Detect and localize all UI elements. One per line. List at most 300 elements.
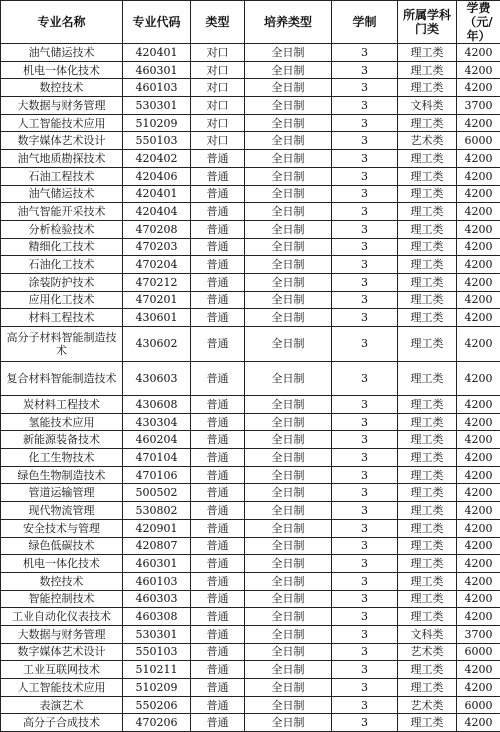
cell-category: 理工类 — [398, 661, 457, 679]
cell-training-mode: 全日制 — [245, 449, 332, 467]
cell-major-name: 机电一体化技术 — [1, 61, 123, 79]
cell-major-name: 现代物流管理 — [1, 502, 123, 520]
cell-major-name: 油气地质勘探技术 — [1, 150, 123, 168]
cell-major-code: 470212 — [123, 273, 191, 291]
cell-major-name: 油气储运技术 — [1, 185, 123, 203]
cell-major-code: 470206 — [123, 714, 191, 732]
table-row — [1, 466, 500, 484]
cell-tuition: 4200 — [457, 466, 500, 484]
cell-duration: 3 — [332, 167, 398, 185]
cell-duration: 3 — [332, 608, 398, 626]
cell-category: 理工类 — [398, 238, 457, 256]
cell-major-code: 430304 — [123, 413, 191, 431]
cell-type: 对口 — [191, 97, 245, 115]
cell-training-mode: 全日制 — [245, 714, 332, 732]
cell-type: 普通 — [191, 466, 245, 484]
cell-training-mode: 全日制 — [245, 572, 332, 590]
cell-category: 理工类 — [398, 273, 457, 291]
cell-major-name: 数字媒体艺术设计 — [1, 132, 123, 150]
cell-category: 理工类 — [398, 256, 457, 274]
cell-type: 普通 — [191, 413, 245, 431]
cell-duration: 3 — [332, 431, 398, 449]
cell-duration: 3 — [332, 555, 398, 573]
table-row — [1, 643, 500, 661]
cell-training-mode: 全日制 — [245, 167, 332, 185]
cell-category: 理工类 — [398, 220, 457, 238]
cell-training-mode: 全日制 — [245, 643, 332, 661]
table-row — [1, 537, 500, 555]
cell-major-name: 人工智能技术应用 — [1, 679, 123, 697]
cell-major-code: 470201 — [123, 291, 191, 309]
cell-category: 理工类 — [398, 79, 457, 97]
cell-type: 普通 — [191, 696, 245, 714]
cell-major-name: 石油工程技术 — [1, 167, 123, 185]
cell-training-mode: 全日制 — [245, 79, 332, 97]
table-row — [1, 555, 500, 573]
cell-category: 理工类 — [398, 484, 457, 502]
cell-category: 理工类 — [398, 502, 457, 520]
cell-type: 对口 — [191, 132, 245, 150]
cell-tuition: 4200 — [457, 555, 500, 573]
cell-training-mode: 全日制 — [245, 661, 332, 679]
cell-category: 理工类 — [398, 679, 457, 697]
cell-major-code: 510211 — [123, 661, 191, 679]
cell-training-mode: 全日制 — [245, 502, 332, 520]
cell-major-name: 大数据与财务管理 — [1, 625, 123, 643]
table-row — [1, 519, 500, 537]
cell-category: 理工类 — [398, 44, 457, 62]
cell-major-name: 智能控制技术 — [1, 590, 123, 608]
cell-major-name: 石油化工技术 — [1, 256, 123, 274]
cell-training-mode: 全日制 — [245, 327, 332, 362]
cell-type: 普通 — [191, 309, 245, 327]
cell-major-code: 550206 — [123, 696, 191, 714]
cell-duration: 3 — [332, 361, 398, 396]
cell-duration: 3 — [332, 256, 398, 274]
table-row — [1, 590, 500, 608]
cell-type: 普通 — [191, 256, 245, 274]
cell-category: 理工类 — [398, 449, 457, 467]
cell-duration: 3 — [332, 449, 398, 467]
table-row — [1, 413, 500, 431]
cell-category: 理工类 — [398, 413, 457, 431]
header-tuition: 学费（元/年） — [457, 1, 500, 44]
cell-training-mode: 全日制 — [245, 273, 332, 291]
cell-tuition: 4200 — [457, 273, 500, 291]
cell-major-name: 材料工程技术 — [1, 309, 123, 327]
cell-training-mode: 全日制 — [245, 484, 332, 502]
cell-training-mode: 全日制 — [245, 679, 332, 697]
cell-major-name: 工业自动化仪表技术 — [1, 608, 123, 626]
cell-category: 理工类 — [398, 114, 457, 132]
cell-major-code: 420807 — [123, 537, 191, 555]
cell-major-code: 420402 — [123, 150, 191, 168]
cell-type: 普通 — [191, 203, 245, 221]
cell-major-code: 550103 — [123, 643, 191, 661]
cell-tuition: 4200 — [457, 44, 500, 62]
cell-training-mode: 全日制 — [245, 185, 332, 203]
cell-major-name: 新能源装备技术 — [1, 431, 123, 449]
table-row — [1, 79, 500, 97]
table-row — [1, 44, 500, 62]
cell-major-name: 化工生物技术 — [1, 449, 123, 467]
cell-duration: 3 — [332, 661, 398, 679]
cell-type: 普通 — [191, 431, 245, 449]
cell-major-code: 420401 — [123, 185, 191, 203]
cell-tuition: 6000 — [457, 643, 500, 661]
cell-type: 普通 — [191, 714, 245, 732]
cell-duration: 3 — [332, 309, 398, 327]
cell-major-code: 470204 — [123, 256, 191, 274]
table-body — [1, 44, 500, 732]
cell-major-name: 应用化工技术 — [1, 291, 123, 309]
table-row — [1, 696, 500, 714]
cell-tuition: 4200 — [457, 291, 500, 309]
cell-training-mode: 全日制 — [245, 396, 332, 414]
cell-duration: 3 — [332, 273, 398, 291]
cell-type: 普通 — [191, 185, 245, 203]
cell-major-name: 绿色低碳技术 — [1, 537, 123, 555]
cell-type: 普通 — [191, 273, 245, 291]
cell-training-mode: 全日制 — [245, 256, 332, 274]
cell-type: 普通 — [191, 502, 245, 520]
cell-duration: 3 — [332, 519, 398, 537]
header-duration: 学制 — [332, 1, 398, 44]
cell-type: 普通 — [191, 537, 245, 555]
cell-tuition: 4200 — [457, 61, 500, 79]
table-row — [1, 97, 500, 115]
cell-duration: 3 — [332, 203, 398, 221]
header-type: 类型 — [191, 1, 245, 44]
cell-category: 艺术类 — [398, 696, 457, 714]
cell-training-mode: 全日制 — [245, 97, 332, 115]
cell-tuition: 4200 — [457, 502, 500, 520]
cell-category: 理工类 — [398, 291, 457, 309]
cell-major-code: 510209 — [123, 679, 191, 697]
cell-duration: 3 — [332, 643, 398, 661]
cell-major-code: 500502 — [123, 484, 191, 502]
cell-training-mode: 全日制 — [245, 625, 332, 643]
table-row — [1, 361, 500, 396]
cell-type: 对口 — [191, 114, 245, 132]
cell-category: 理工类 — [398, 309, 457, 327]
header-training-mode: 培养类型 — [245, 1, 332, 44]
cell-category: 理工类 — [398, 150, 457, 168]
table-row — [1, 484, 500, 502]
cell-training-mode: 全日制 — [245, 608, 332, 626]
cell-major-name: 涂装防护技术 — [1, 273, 123, 291]
cell-tuition: 4200 — [457, 327, 500, 362]
cell-tuition: 4200 — [457, 396, 500, 414]
cell-tuition: 4200 — [457, 484, 500, 502]
table-row — [1, 220, 500, 238]
cell-type: 普通 — [191, 291, 245, 309]
cell-type: 对口 — [191, 44, 245, 62]
cell-duration: 3 — [332, 502, 398, 520]
table-row — [1, 150, 500, 168]
cell-major-code: 430608 — [123, 396, 191, 414]
cell-category: 理工类 — [398, 61, 457, 79]
table-row — [1, 572, 500, 590]
cell-duration: 3 — [332, 696, 398, 714]
cell-type: 普通 — [191, 643, 245, 661]
cell-duration: 3 — [332, 572, 398, 590]
cell-major-name: 数控技术 — [1, 572, 123, 590]
cell-tuition: 4200 — [457, 361, 500, 396]
cell-training-mode: 全日制 — [245, 696, 332, 714]
cell-major-name: 人工智能技术应用 — [1, 114, 123, 132]
cell-category: 理工类 — [398, 361, 457, 396]
cell-major-code: 460303 — [123, 590, 191, 608]
table-row — [1, 625, 500, 643]
table-row — [1, 661, 500, 679]
cell-duration: 3 — [332, 185, 398, 203]
cell-tuition: 4200 — [457, 590, 500, 608]
cell-category: 理工类 — [398, 572, 457, 590]
header-category: 所属学科门类 — [398, 1, 457, 44]
cell-type: 普通 — [191, 396, 245, 414]
cell-category: 理工类 — [398, 327, 457, 362]
cell-type: 对口 — [191, 61, 245, 79]
cell-major-name: 复合材料智能制造技术 — [1, 361, 123, 396]
cell-type: 普通 — [191, 484, 245, 502]
cell-tuition: 4200 — [457, 449, 500, 467]
table-row — [1, 203, 500, 221]
cell-tuition: 6000 — [457, 132, 500, 150]
table-row — [1, 327, 500, 362]
cell-training-mode: 全日制 — [245, 114, 332, 132]
cell-category: 理工类 — [398, 555, 457, 573]
cell-major-code: 460103 — [123, 79, 191, 97]
cell-type: 普通 — [191, 167, 245, 185]
cell-duration: 3 — [332, 396, 398, 414]
cell-major-code: 460204 — [123, 431, 191, 449]
cell-type: 普通 — [191, 327, 245, 362]
cell-training-mode: 全日制 — [245, 44, 332, 62]
cell-type: 普通 — [191, 238, 245, 256]
cell-type: 对口 — [191, 79, 245, 97]
cell-duration: 3 — [332, 114, 398, 132]
cell-major-name: 大数据与财务管理 — [1, 97, 123, 115]
cell-duration: 3 — [332, 484, 398, 502]
cell-training-mode: 全日制 — [245, 220, 332, 238]
cell-type: 普通 — [191, 661, 245, 679]
table-row — [1, 185, 500, 203]
cell-training-mode: 全日制 — [245, 291, 332, 309]
cell-duration: 3 — [332, 327, 398, 362]
cell-category: 理工类 — [398, 519, 457, 537]
cell-duration: 3 — [332, 220, 398, 238]
table-row — [1, 167, 500, 185]
cell-major-code: 470208 — [123, 220, 191, 238]
cell-major-name: 绿色生物制造技术 — [1, 466, 123, 484]
cell-major-code: 550103 — [123, 132, 191, 150]
cell-major-name: 炭材料工程技术 — [1, 396, 123, 414]
cell-major-code: 470104 — [123, 449, 191, 467]
cell-duration: 3 — [332, 679, 398, 697]
cell-tuition: 3700 — [457, 97, 500, 115]
table-row — [1, 714, 500, 732]
table-row — [1, 132, 500, 150]
cell-training-mode: 全日制 — [245, 132, 332, 150]
cell-major-name: 氢能技术应用 — [1, 413, 123, 431]
cell-category: 理工类 — [398, 203, 457, 221]
cell-category: 理工类 — [398, 608, 457, 626]
cell-training-mode: 全日制 — [245, 537, 332, 555]
cell-tuition: 4200 — [457, 608, 500, 626]
table-row — [1, 608, 500, 626]
cell-duration: 3 — [332, 413, 398, 431]
cell-category: 艺术类 — [398, 643, 457, 661]
table-row — [1, 679, 500, 697]
cell-type: 普通 — [191, 519, 245, 537]
cell-tuition: 3700 — [457, 625, 500, 643]
cell-major-name: 分析检验技术 — [1, 220, 123, 238]
cell-tuition: 4200 — [457, 679, 500, 697]
cell-major-code: 530301 — [123, 625, 191, 643]
cell-major-name: 油气储运技术 — [1, 44, 123, 62]
cell-tuition: 4200 — [457, 167, 500, 185]
cell-major-name: 精细化工技术 — [1, 238, 123, 256]
cell-major-name: 安全技术与管理 — [1, 519, 123, 537]
cell-tuition: 4200 — [457, 238, 500, 256]
table-row — [1, 61, 500, 79]
cell-type: 普通 — [191, 555, 245, 573]
cell-major-name: 表演艺术 — [1, 696, 123, 714]
cell-category: 理工类 — [398, 431, 457, 449]
cell-training-mode: 全日制 — [245, 361, 332, 396]
cell-major-code: 420404 — [123, 203, 191, 221]
cell-tuition: 4200 — [457, 203, 500, 221]
cell-type: 普通 — [191, 572, 245, 590]
cell-duration: 3 — [332, 714, 398, 732]
cell-tuition: 4200 — [457, 185, 500, 203]
cell-major-code: 420401 — [123, 44, 191, 62]
cell-category: 理工类 — [398, 714, 457, 732]
cell-duration: 3 — [332, 238, 398, 256]
cell-tuition: 4200 — [457, 519, 500, 537]
cell-tuition: 4200 — [457, 309, 500, 327]
cell-major-code: 530301 — [123, 97, 191, 115]
cell-category: 理工类 — [398, 466, 457, 484]
cell-duration: 3 — [332, 537, 398, 555]
cell-tuition: 4200 — [457, 79, 500, 97]
header-major-code: 专业代码 — [123, 1, 191, 44]
cell-type: 普通 — [191, 590, 245, 608]
cell-tuition: 4200 — [457, 537, 500, 555]
cell-major-name: 高分子合成技术 — [1, 714, 123, 732]
cell-major-code: 470203 — [123, 238, 191, 256]
cell-training-mode: 全日制 — [245, 61, 332, 79]
cell-major-name: 数控技术 — [1, 79, 123, 97]
cell-tuition: 4200 — [457, 431, 500, 449]
cell-major-name: 工业互联网技术 — [1, 661, 123, 679]
cell-tuition: 4200 — [457, 714, 500, 732]
cell-major-code: 430602 — [123, 327, 191, 362]
cell-duration: 3 — [332, 466, 398, 484]
cell-training-mode: 全日制 — [245, 519, 332, 537]
table-row — [1, 273, 500, 291]
cell-category: 理工类 — [398, 396, 457, 414]
table-row — [1, 502, 500, 520]
cell-type: 普通 — [191, 220, 245, 238]
cell-training-mode: 全日制 — [245, 466, 332, 484]
header-row — [1, 1, 500, 44]
cell-major-code: 460308 — [123, 608, 191, 626]
cell-training-mode: 全日制 — [245, 150, 332, 168]
table-row — [1, 309, 500, 327]
cell-training-mode: 全日制 — [245, 555, 332, 573]
cell-tuition: 4200 — [457, 220, 500, 238]
cell-training-mode: 全日制 — [245, 238, 332, 256]
table-row — [1, 238, 500, 256]
cell-duration: 3 — [332, 97, 398, 115]
cell-major-name: 管道运输管理 — [1, 484, 123, 502]
cell-major-code: 420901 — [123, 519, 191, 537]
cell-major-code: 530802 — [123, 502, 191, 520]
cell-major-name: 机电一体化技术 — [1, 555, 123, 573]
cell-type: 普通 — [191, 150, 245, 168]
table-row — [1, 114, 500, 132]
cell-tuition: 6000 — [457, 696, 500, 714]
cell-major-code: 460301 — [123, 61, 191, 79]
table-row — [1, 431, 500, 449]
cell-major-code: 420406 — [123, 167, 191, 185]
cell-training-mode: 全日制 — [245, 309, 332, 327]
cell-duration: 3 — [332, 291, 398, 309]
cell-type: 普通 — [191, 625, 245, 643]
cell-duration: 3 — [332, 590, 398, 608]
cell-duration: 3 — [332, 44, 398, 62]
cell-category: 理工类 — [398, 590, 457, 608]
cell-type: 普通 — [191, 608, 245, 626]
table-header — [1, 1, 500, 44]
cell-major-code: 460301 — [123, 555, 191, 573]
cell-type: 普通 — [191, 361, 245, 396]
cell-category: 理工类 — [398, 185, 457, 203]
cell-category: 理工类 — [398, 167, 457, 185]
cell-major-code: 460103 — [123, 572, 191, 590]
cell-tuition: 4200 — [457, 114, 500, 132]
cell-major-name: 数字媒体艺术设计 — [1, 643, 123, 661]
cell-tuition: 4200 — [457, 150, 500, 168]
cell-type: 普通 — [191, 679, 245, 697]
table-row — [1, 291, 500, 309]
cell-major-name: 高分子材料智能制造技术 — [1, 327, 123, 362]
cell-category: 理工类 — [398, 537, 457, 555]
cell-category: 艺术类 — [398, 132, 457, 150]
cell-training-mode: 全日制 — [245, 590, 332, 608]
cell-duration: 3 — [332, 132, 398, 150]
table-row — [1, 256, 500, 274]
cell-tuition: 4200 — [457, 572, 500, 590]
cell-major-code: 470106 — [123, 466, 191, 484]
cell-tuition: 4200 — [457, 661, 500, 679]
cell-tuition: 4200 — [457, 256, 500, 274]
cell-tuition: 4200 — [457, 413, 500, 431]
cell-duration: 3 — [332, 150, 398, 168]
cell-category: 文科类 — [398, 97, 457, 115]
cell-major-name: 油气智能开采技术 — [1, 203, 123, 221]
table-row — [1, 396, 500, 414]
table-row — [1, 449, 500, 467]
cell-major-code: 510209 — [123, 114, 191, 132]
cell-duration: 3 — [332, 625, 398, 643]
cell-training-mode: 全日制 — [245, 203, 332, 221]
cell-training-mode: 全日制 — [245, 413, 332, 431]
header-major-name: 专业名称 — [1, 1, 123, 44]
cell-major-code: 430601 — [123, 309, 191, 327]
